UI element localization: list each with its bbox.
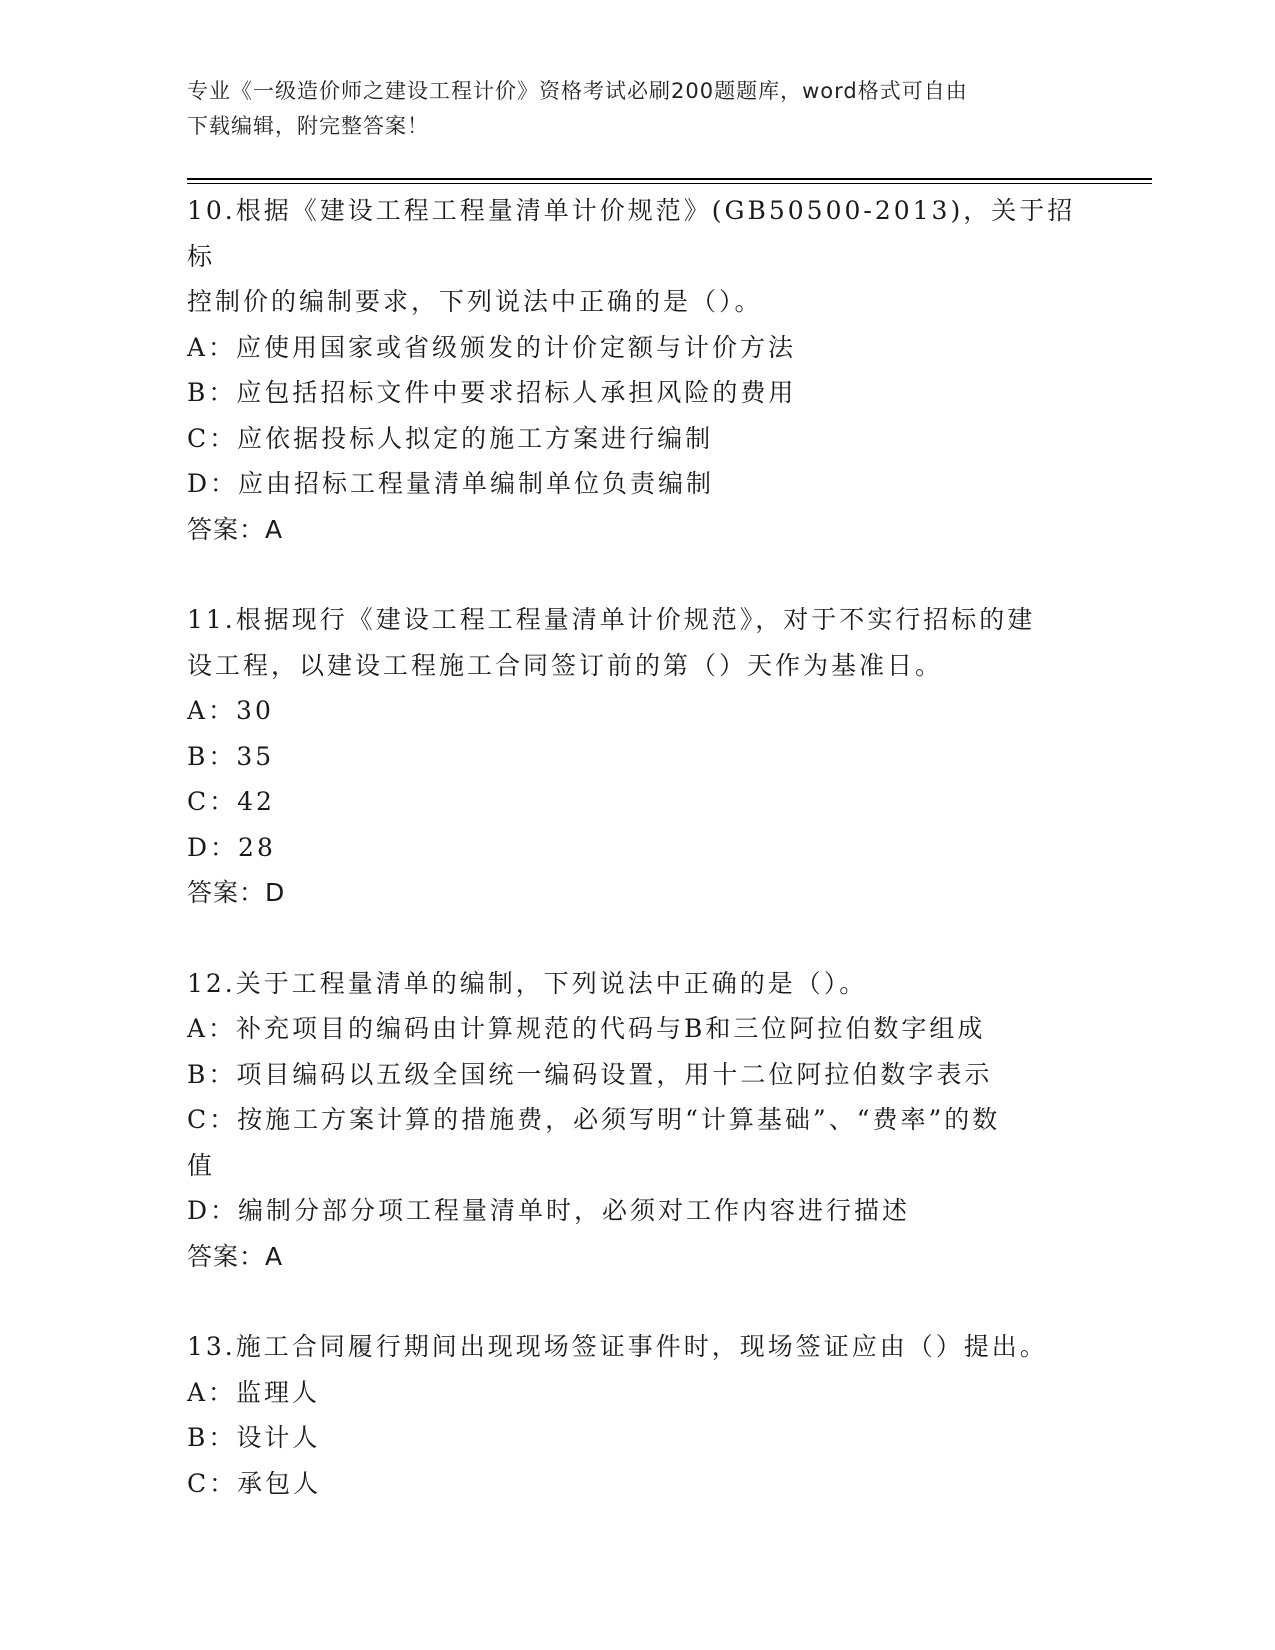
option-d: D：应由招标工程量清单编制单位负责编制 — [187, 469, 715, 498]
option-d: D：编制分部分项工程量清单时，必须对工作内容进行描述 — [187, 1196, 911, 1225]
question-stem: 控制价的编制要求，下列说法中正确的是（）。 — [187, 287, 763, 316]
question-list — [187, 188, 1077, 1551]
option-a: A：监理人 — [187, 1377, 321, 1407]
question-11 — [187, 597, 1077, 916]
option-c: C：承包人 — [187, 1468, 322, 1498]
option-a: A：30 — [187, 696, 274, 725]
header-line-1: 专业《一级造价师之建设工程计价》资格考试必刷200题题库，word格式可自由 — [187, 79, 968, 103]
option-b: B：项目编码以五级全国统一编码设置，用十二位阿拉伯数字表示 — [187, 1059, 993, 1089]
option-a: A：补充项目的编码由计算规范的代码与B和三位阿拉伯数字组成 — [187, 1014, 986, 1043]
option-c-continued: 值 — [187, 1150, 216, 1180]
document-header — [187, 74, 1077, 144]
header-line-2: 下载编辑，附完整答案！ — [187, 114, 429, 138]
question-stem: 10.根据《建设工程工程量清单计价规范》(GB50500-2013)，关于招标 — [187, 196, 1076, 271]
option-c: C：按施工方案计算的措施费，必须写明“计算基础”、“费率”的数 — [187, 1105, 1001, 1134]
answer: 答案：D — [187, 878, 286, 907]
question-10 — [187, 188, 1077, 552]
option-b: B：应包括招标文件中要求招标人承担风险的费用 — [187, 378, 797, 407]
answer: 答案：A — [187, 514, 284, 544]
option-c: C：42 — [187, 787, 275, 816]
answer: 答案：A — [187, 1241, 284, 1271]
option-d: D：28 — [187, 832, 276, 862]
question-12 — [187, 961, 1077, 1280]
header-divider — [187, 178, 1152, 184]
question-stem: 13.施工合同履行期间出现现场签证事件时，现场签证应由（）提出。 — [187, 1332, 1048, 1361]
question-stem: 12.关于工程量清单的编制，下列说法中正确的是（）。 — [187, 968, 868, 998]
option-a: A：应使用国家或省级颁发的计价定额与计价方法 — [187, 332, 797, 362]
option-b: B：设计人 — [187, 1423, 321, 1452]
option-c: C：应依据投标人拟定的施工方案进行编制 — [187, 423, 714, 453]
question-stem: 11.根据现行《建设工程工程量清单计价规范》，对于不实行招标的建 — [187, 605, 1036, 634]
question-13 — [187, 1324, 1077, 1506]
option-b: B：35 — [187, 741, 275, 771]
question-stem: 设工程，以建设工程施工合同签订前的第（）天作为基准日。 — [187, 650, 944, 680]
